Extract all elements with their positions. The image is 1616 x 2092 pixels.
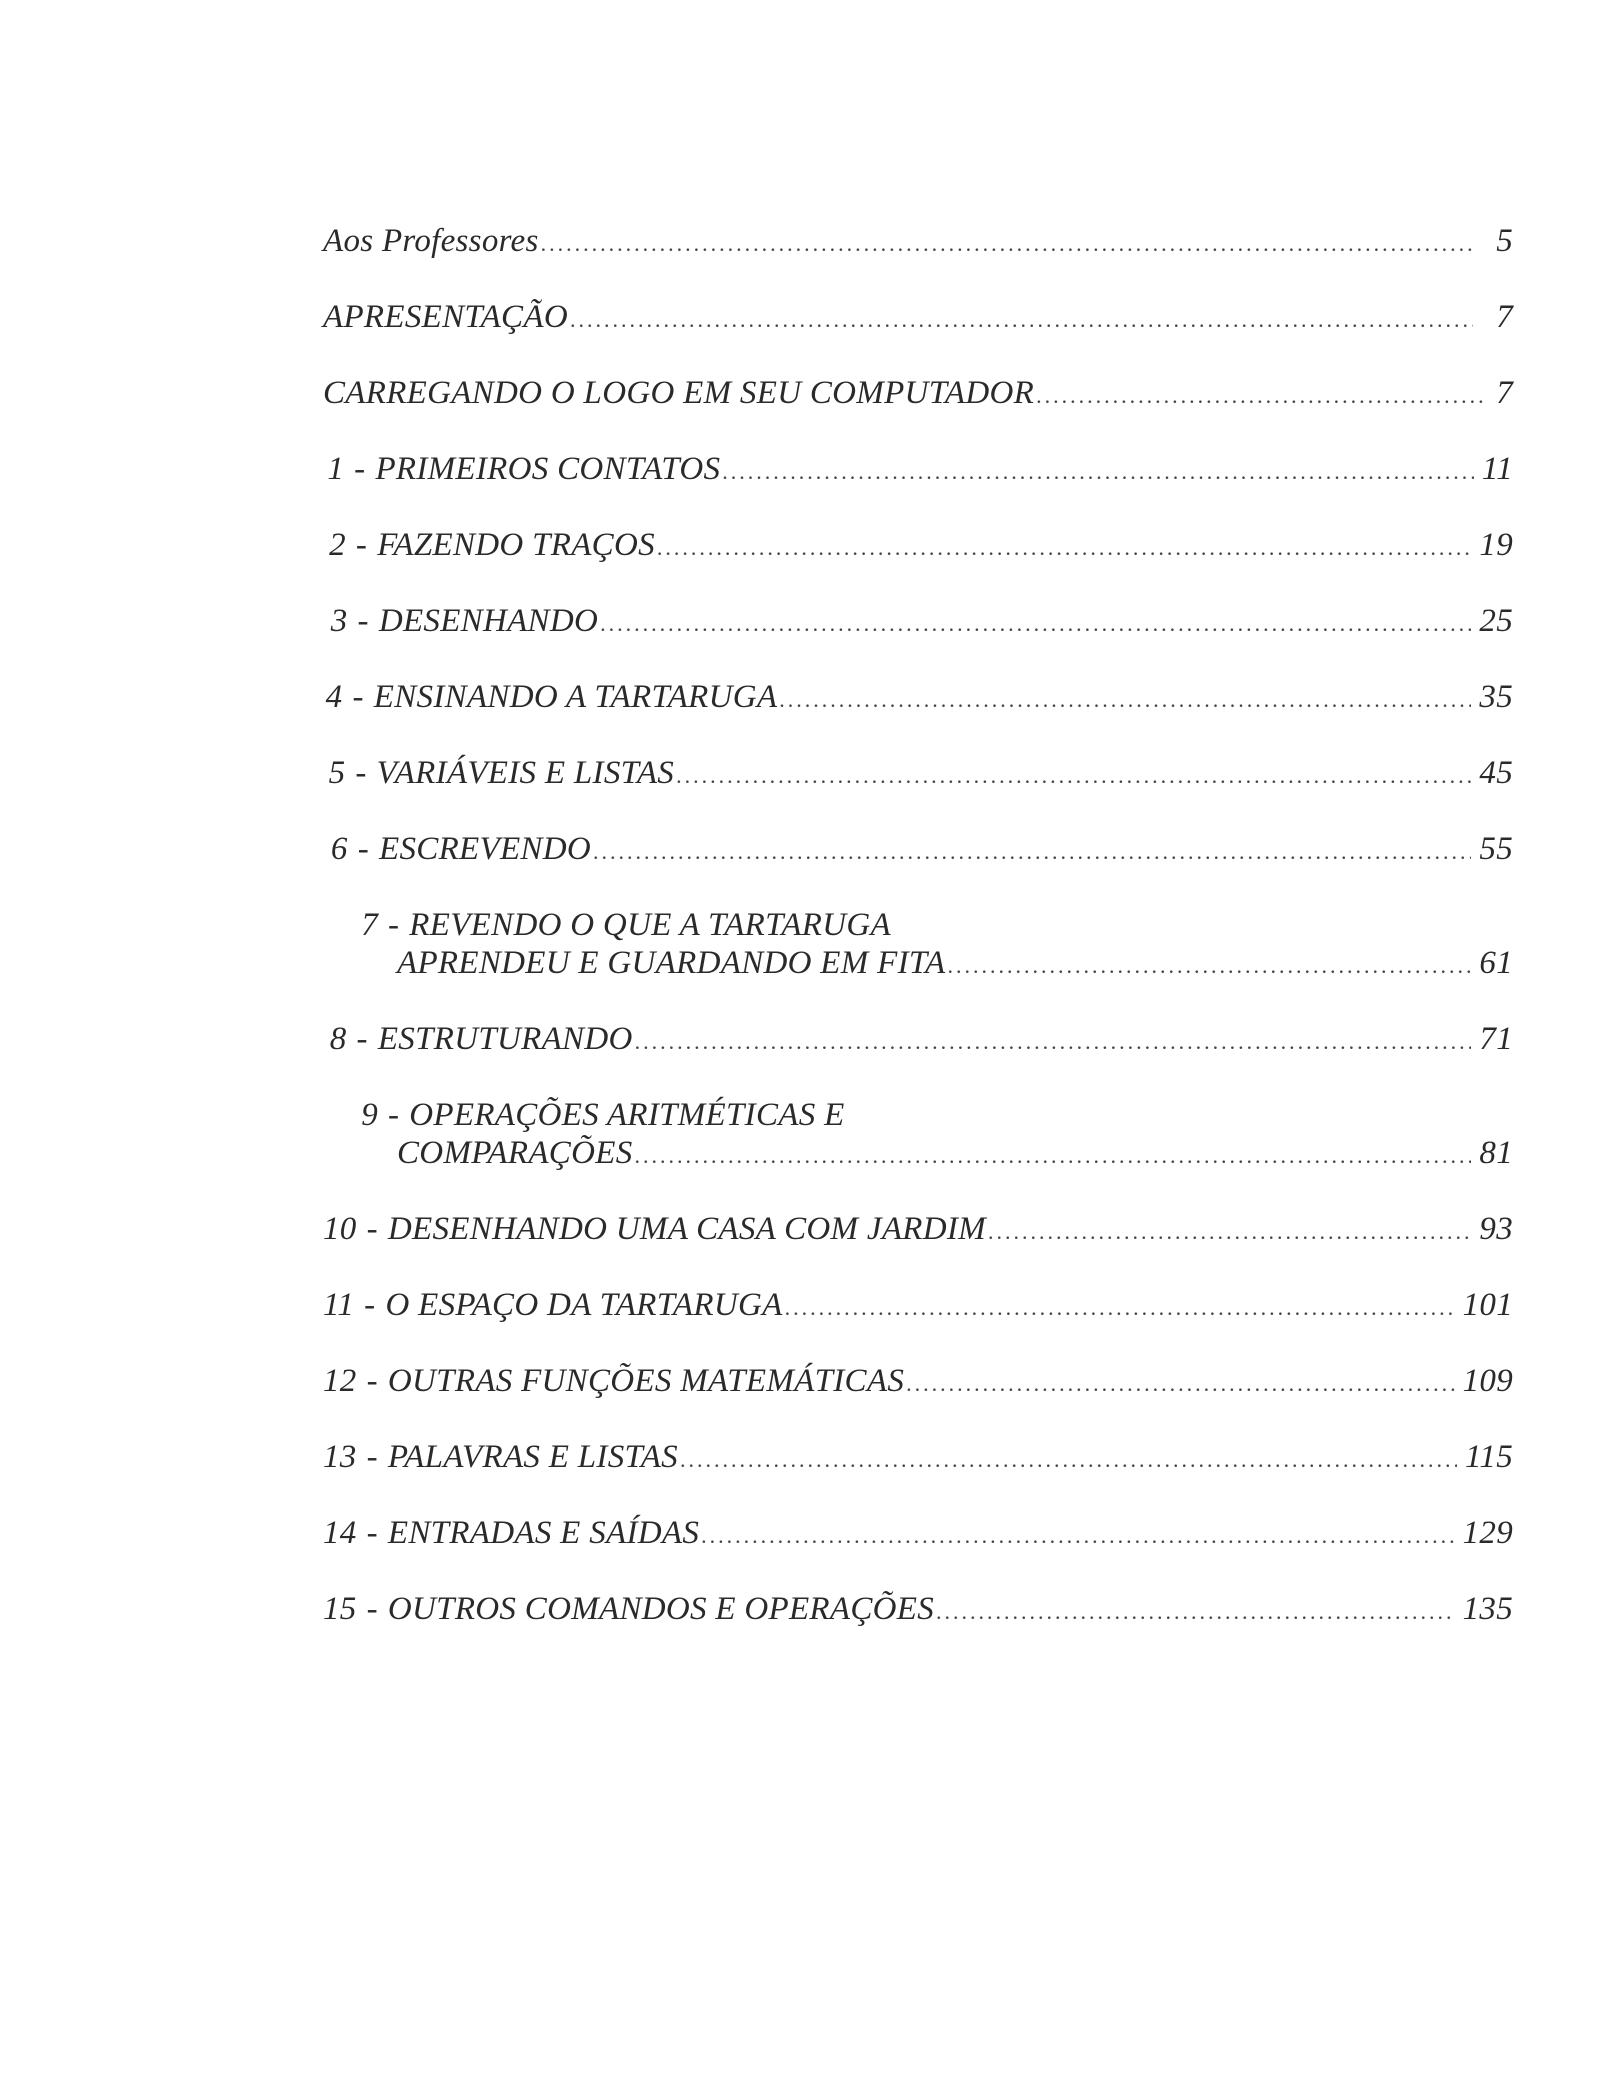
toc-entry-title: ENTRADAS E SAÍDAS: [387, 1515, 700, 1551]
toc-entry-number: 11: [323, 1287, 355, 1323]
dot-leader: [657, 529, 1471, 567]
toc-entry-title: APRESENTAÇÃO: [323, 299, 568, 335]
toc-entry-separator: -: [354, 451, 366, 487]
toc-entry-title: DESENHANDO UMA CASA COM JARDIM: [387, 1211, 986, 1247]
toc-entry-title-continued: COMPARAÇÕES: [397, 1135, 633, 1171]
toc-entry: [323, 222, 1513, 298]
toc-entry-number: 6: [330, 831, 348, 867]
toc-entry-separator: -: [366, 1439, 378, 1475]
toc-entry-page: 93: [1479, 1211, 1513, 1247]
toc-entry-number: 1: [327, 451, 345, 487]
toc-entry-separator: -: [366, 1363, 378, 1399]
toc-entry-separator: -: [357, 831, 370, 867]
toc-entry-page: 7: [1496, 299, 1513, 335]
toc-entry-page: 81: [1479, 1135, 1513, 1171]
toc-entry-page: 7: [1496, 375, 1513, 411]
toc-entry-page: 71: [1479, 1021, 1513, 1057]
toc-entry: [323, 906, 1513, 1020]
toc-entry-title: Aos Professores: [323, 223, 539, 259]
toc-entry-number: 3: [330, 603, 348, 639]
toc-entry-title: ESTRUTURANDO: [377, 1021, 633, 1057]
dot-leader: [570, 301, 1473, 339]
toc-entry-page: 109: [1462, 1363, 1513, 1399]
toc-entry-title: PALAVRAS E LISTAS: [387, 1439, 678, 1475]
toc-entry-separator: -: [356, 1021, 368, 1057]
toc-entry-number: 5: [328, 755, 346, 791]
dot-leader: [593, 833, 1471, 871]
dot-leader: [676, 757, 1471, 795]
toc-entry-number: 4: [325, 679, 343, 715]
toc-entry-page: 101: [1462, 1287, 1513, 1323]
toc-entry: [323, 1210, 1513, 1286]
toc-entry-page: 19: [1479, 527, 1513, 563]
toc-entry-title: DESENHANDO: [378, 603, 599, 639]
table-of-contents: [323, 222, 1513, 1666]
dot-leader: [948, 947, 1472, 985]
toc-entry-separator: -: [355, 527, 368, 563]
toc-entry-separator: -: [388, 1097, 400, 1133]
toc-entry-page: 11: [1481, 451, 1513, 487]
toc-entry-number: 9: [361, 1097, 378, 1133]
toc-entry-title: OUTROS COMANDOS E OPERAÇÕES: [387, 1591, 935, 1627]
toc-entry-separator: -: [366, 1515, 378, 1551]
toc-entry-number: 15: [323, 1591, 357, 1627]
dot-leader: [785, 1289, 1455, 1327]
toc-entry-number: 8: [329, 1021, 347, 1057]
dot-leader: [635, 1137, 1472, 1175]
toc-entry-number: 14: [323, 1515, 357, 1551]
toc-entry-title: VARIÁVEIS E LISTAS: [376, 755, 675, 791]
toc-entry-separator: -: [364, 1287, 376, 1323]
toc-entry-page: 135: [1462, 1591, 1513, 1627]
toc-entry-title-continued: APRENDEU E GUARDANDO EM FITA: [397, 945, 946, 981]
toc-entry-page: 5: [1496, 223, 1513, 259]
toc-entry-page: 45: [1479, 755, 1513, 791]
toc-entry: [323, 1438, 1513, 1514]
dot-leader: [936, 1593, 1455, 1631]
toc-entry-title: OUTRAS FUNÇÕES MATEMÁTICAS: [387, 1363, 905, 1399]
toc-entry: [323, 1096, 1513, 1210]
toc-entry-page: 115: [1465, 1439, 1513, 1475]
toc-entry: [323, 1590, 1513, 1666]
toc-entry-separator: -: [352, 679, 364, 715]
toc-entry-number: 2: [329, 527, 346, 563]
toc-entry-title: REVENDO O QUE A TARTARUGA: [409, 907, 891, 943]
toc-entry-title: OPERAÇÕES ARITMÉTICAS E: [409, 1097, 845, 1133]
toc-entry: [323, 450, 1513, 526]
dot-leader: [722, 453, 1474, 491]
toc-entry: [323, 830, 1513, 906]
toc-entry: [323, 602, 1513, 678]
toc-entry: [323, 298, 1513, 374]
toc-entry-number: 12: [323, 1363, 357, 1399]
toc-entry: [323, 526, 1513, 602]
toc-entry-number: 7: [361, 907, 378, 943]
dot-leader: [541, 225, 1472, 263]
toc-entry: [323, 754, 1513, 830]
toc-entry-page: 129: [1462, 1515, 1513, 1551]
dot-leader: [779, 681, 1471, 719]
toc-entry-number: 13: [323, 1439, 357, 1475]
toc-entry: [323, 374, 1513, 450]
toc-entry-title: O ESPAÇO DA TARTARUGA: [385, 1287, 783, 1323]
toc-entry-separator: -: [355, 755, 367, 791]
dot-leader: [600, 605, 1471, 643]
dot-leader: [988, 1213, 1471, 1251]
toc-entry: [323, 678, 1513, 754]
dot-leader: [906, 1365, 1454, 1403]
dot-leader: [701, 1517, 1454, 1555]
toc-entry-page: 55: [1479, 831, 1513, 867]
toc-entry: [323, 1514, 1513, 1590]
toc-entry: [323, 1020, 1513, 1096]
toc-entry-title: ESCREVENDO: [379, 831, 591, 867]
toc-entry-separator: -: [366, 1591, 378, 1627]
toc-entry-title: ENSINANDO A TARTARUGA: [373, 679, 778, 715]
dot-leader: [680, 1441, 1457, 1479]
toc-entry-title: PRIMEIROS CONTATOS: [375, 451, 721, 487]
toc-entry-page: 35: [1479, 679, 1513, 715]
toc-entry-page: 25: [1479, 603, 1513, 639]
toc-entry-title: CARREGANDO O LOGO EM SEU COMPUTADOR: [323, 375, 1035, 411]
toc-entry-separator: -: [388, 907, 400, 943]
dot-leader: [1036, 377, 1488, 415]
toc-entry-separator: -: [357, 603, 369, 639]
toc-entry: [323, 1286, 1513, 1362]
dot-leader: [635, 1023, 1472, 1061]
toc-entry-number: 10: [323, 1211, 357, 1247]
toc-entry-separator: -: [366, 1211, 378, 1247]
toc-entry-title: FAZENDO TRAÇOS: [377, 527, 655, 563]
toc-entry-page: 61: [1479, 945, 1513, 981]
toc-entry: [323, 1362, 1513, 1438]
